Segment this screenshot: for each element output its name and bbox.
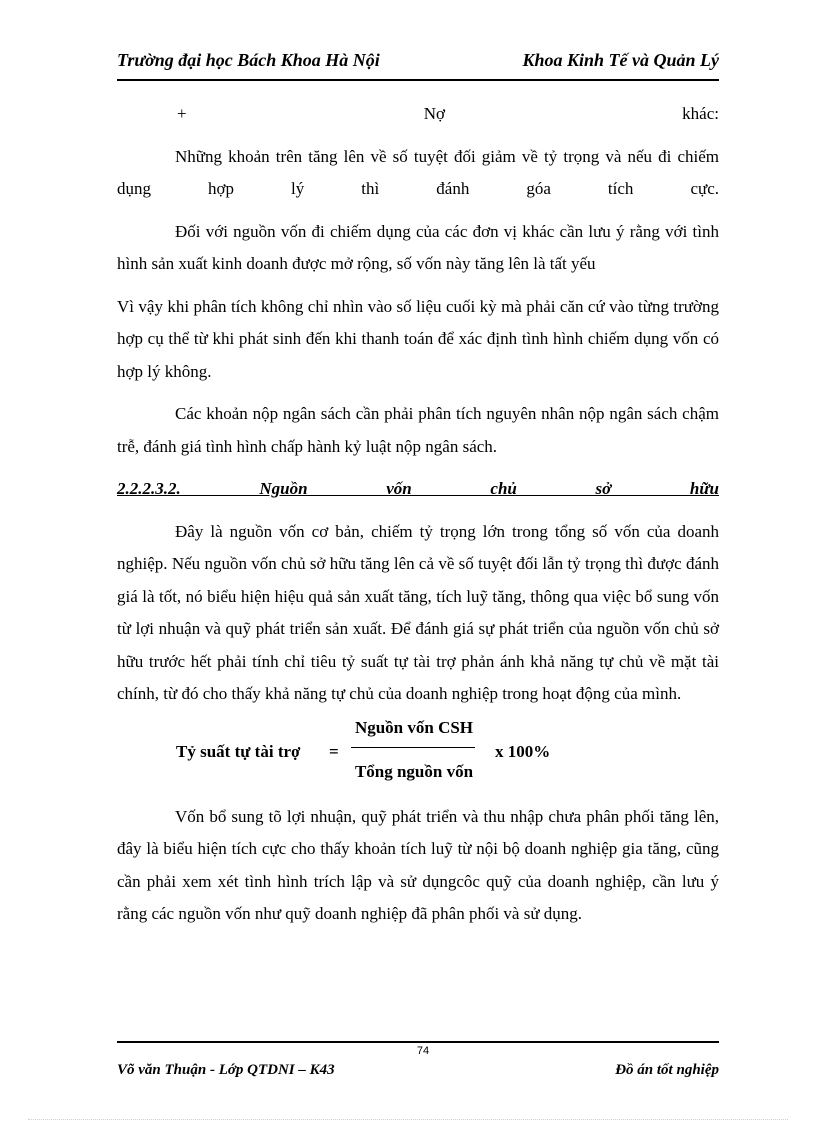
footer-author: Võ văn Thuận - Lớp QTDNI – K43 bbox=[117, 1062, 335, 1078]
page-header bbox=[117, 48, 719, 74]
footer-doc-type: Đồ án tốt nghiệp bbox=[615, 1062, 719, 1078]
page-number: 74 bbox=[416, 1045, 430, 1057]
paragraph-analysis: Vì vậy khi phân tích không chỉ nhìn vào số liệu cuối kỳ mà phải căn cứ vào từng trường hợp cụ thể từ khi phát sinh đến khi thanh toán để xác định tình hình chiếm dụng vốn có hợp lý không. bbox=[117, 296, 719, 381]
page-body bbox=[117, 98, 719, 931]
debt-other-line: + Nợ khác: bbox=[177, 104, 719, 123]
header-university: Trường đại học Bách Khoa Hà Nội bbox=[117, 50, 380, 70]
formula-multiplier: x 100% bbox=[495, 741, 551, 761]
paragraph-borrowed-capital: Đối với nguồn vốn đi chiếm dụng của các đơn vị khác cần lưu ý rằng với tình hình sản xuất kinh doanh được mở rộng, số vốn này tăng lên là tất yếu bbox=[117, 221, 719, 273]
paragraph-retained-earnings: Vốn bổ sung tõ lợi nhuận, quỹ phát triển và thu nhập chưa phân phối tăng lên, đây là biểu hiện tích cực cho thấy khoản tích luỹ từ nội bộ doanh nghiệp gia tăng, cũng cần phải xem xét tình hình trích lập và sử dụngcôc quỹ của doanh nghiệp, cần lưu ý rằng các nguồn vốn như quỹ doanh nghiệp đã phân phối và sử dụng. bbox=[117, 806, 719, 923]
formula-label: Tỷ suất tự tài trợ bbox=[176, 741, 301, 761]
header-faculty: Khoa Kinh Tế và Quản Lý bbox=[522, 50, 719, 70]
page-footer bbox=[117, 1059, 719, 1083]
formula-equals: = bbox=[329, 741, 339, 761]
paragraph-equity: Đây là nguồn vốn cơ bản, chiếm tỷ trọng lớn trong tổng số vốn của doanh nghiệp. Nếu nguồn vốn chủ sở hữu tăng lên cả về số tuyệt đối lẫn tỷ trọng thì được đánh giá là tốt, nó biểu hiện hiệu quả sản xuất tăng, tích luỹ tăng, thông qua việc bổ sung vốn từ lợi nhuận và quỹ phát triển sản xuất. Để đánh giá sự phát triển của nguồn vốn chủ sở hữu trước hết phải tính chỉ tiêu tỷ suất tự tài trợ phản ánh khả năng tự chủ về mặt tài chính, từ đó cho thấy khả năng tự chủ của doanh nghiệp trong hoạt động của mình. bbox=[117, 521, 719, 703]
self-financing-formula bbox=[117, 715, 719, 793]
formula-numerator: Nguồn vốn CSH bbox=[354, 717, 474, 737]
page-edge bbox=[28, 1119, 788, 1120]
section-heading: 2.2.2.3.2. Nguồn vốn chủ sở hữu bbox=[117, 479, 719, 498]
formula-denominator: Tổng nguồn vốn bbox=[354, 761, 474, 781]
footer-rule bbox=[117, 1041, 719, 1043]
paragraph-budget: Các khoản nộp ngân sách cần phải phân tích nguyên nhân nộp ngân sách chậm trễ, đánh giá tình hình chấp hành kỷ luật nộp ngân sách. bbox=[117, 404, 719, 456]
header-rule bbox=[117, 79, 719, 81]
fraction-bar bbox=[351, 747, 475, 748]
paragraph-changes: Những khoản trên tăng lên về số tuyệt đối giảm về tỷ trọng và nếu đi chiếm dụng hợp lý thì đánh góa tích cực. bbox=[117, 146, 719, 198]
